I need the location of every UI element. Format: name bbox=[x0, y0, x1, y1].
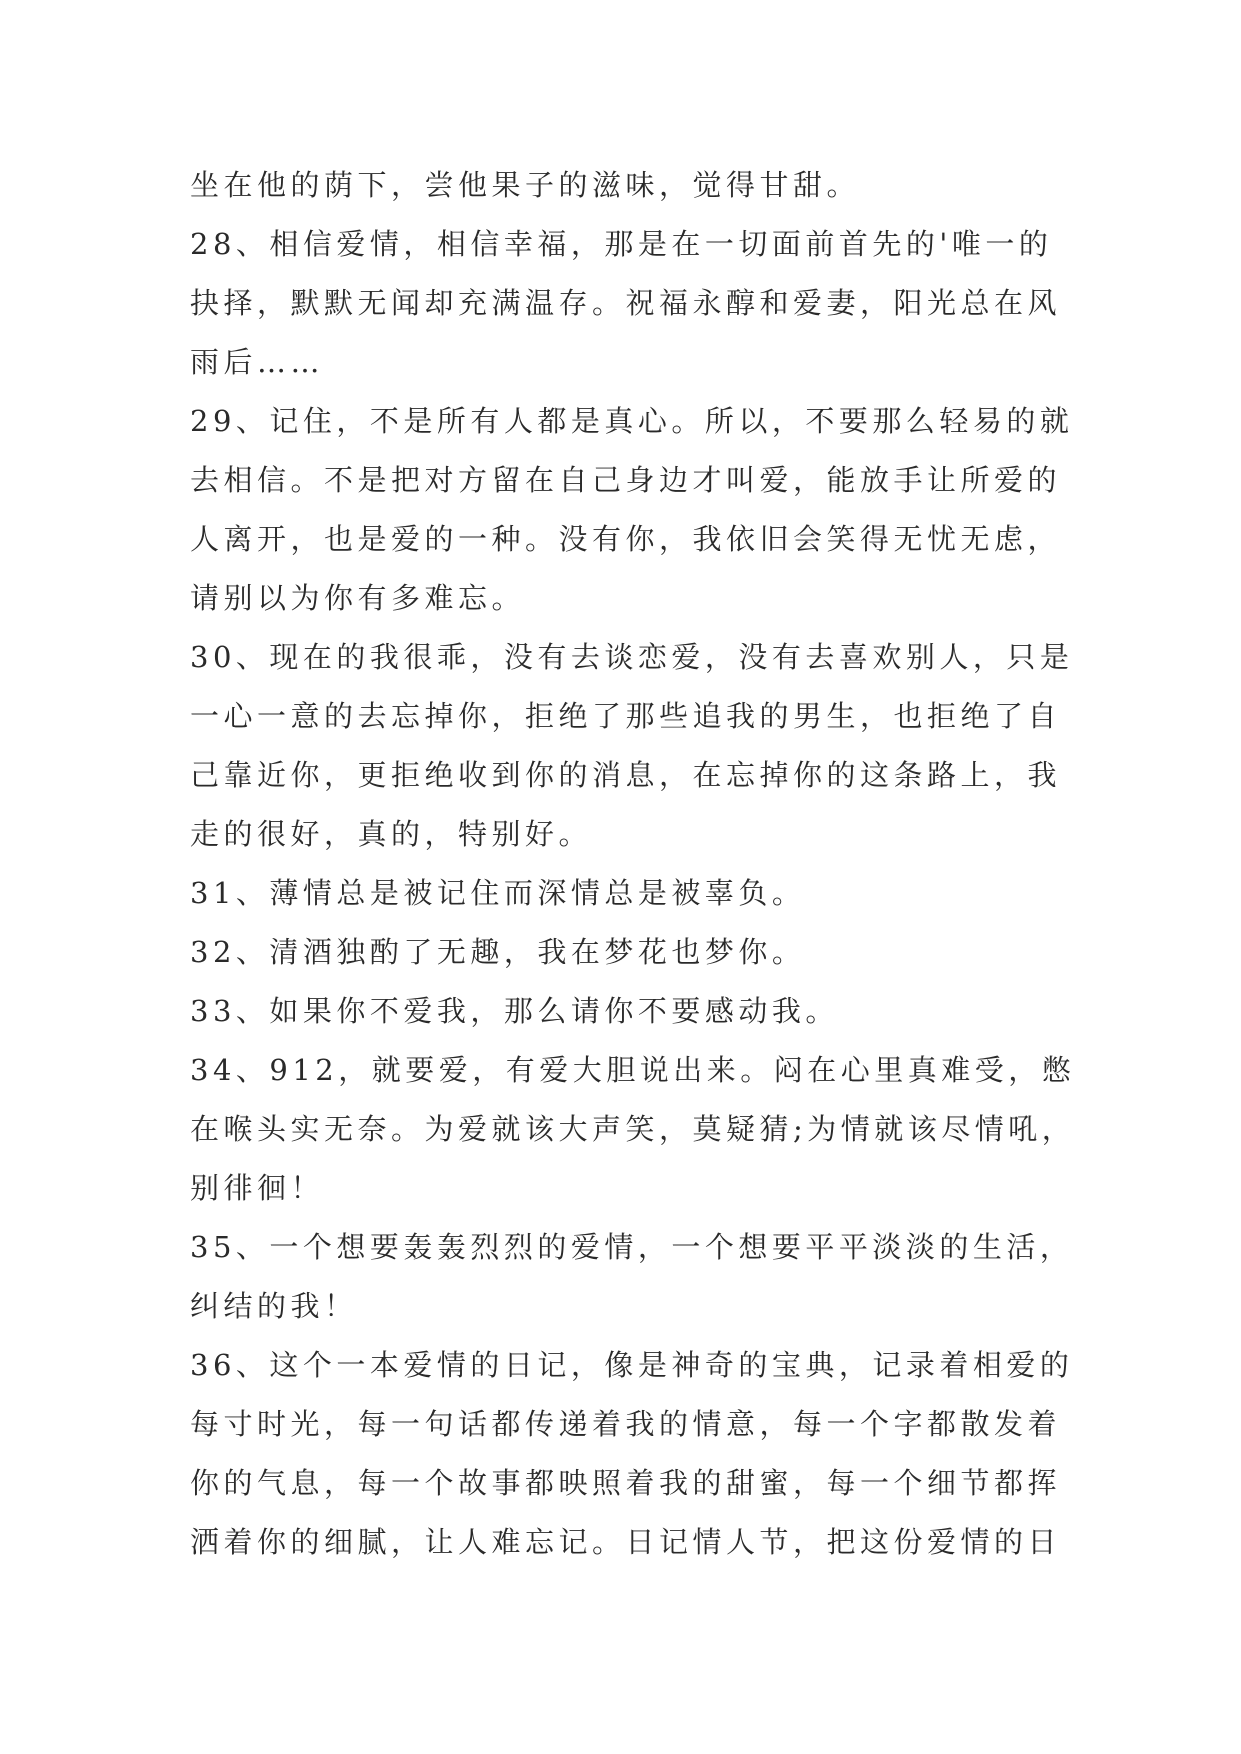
text-line: 人离开，也是爱的一种。没有你，我依旧会笑得无忧无虑， bbox=[190, 522, 1062, 556]
text-line: 35、一个想要轰轰烈烈的爱情，一个想要平平淡淡的生活， bbox=[190, 1230, 1074, 1264]
text-line: 32、清酒独酌了无趣，我在梦花也梦你。 bbox=[190, 935, 806, 969]
text-line: 33、如果你不爱我，那么请你不要感动我。 bbox=[190, 994, 839, 1028]
text-line: 纠结的我！ bbox=[190, 1289, 358, 1323]
text-line: 28、相信爱情，相信幸福，那是在一切面前首先的'唯一的 bbox=[190, 227, 1053, 261]
text-line: 每寸时光，每一句话都传递着我的情意，每一个字都散发着 bbox=[190, 1407, 1062, 1441]
text-line: 抉择，默默无闻却充满温存。祝福永醇和爱妻，阳光总在风 bbox=[190, 286, 1062, 320]
text-line: 去相信。不是把对方留在自己身边才叫爱，能放手让所爱的 bbox=[190, 463, 1062, 497]
body-text bbox=[190, 156, 1076, 1572]
text-line: 洒着你的细腻，让人难忘记。日记情人节，把这份爱情的日 bbox=[190, 1525, 1062, 1559]
text-line: 在喉头实无奈。为爱就该大声笑，莫疑猜;为情就该尽情吼， bbox=[190, 1112, 1076, 1146]
text-line: 34、912，就要爱，有爱大胆说出来。闷在心里真难受，憋 bbox=[190, 1053, 1076, 1087]
text-line: 36、这个一本爱情的日记，像是神奇的宝典，记录着相爱的 bbox=[190, 1348, 1074, 1382]
text-line: 请别以为你有多难忘。 bbox=[190, 581, 526, 615]
text-line: 雨后…… bbox=[190, 345, 325, 379]
text-line: 31、薄情总是被记住而深情总是被辜负。 bbox=[190, 876, 806, 910]
text-line: 走的很好，真的，特别好。 bbox=[190, 817, 593, 851]
text-line: 29、记住，不是所有人都是真心。所以，不要那么轻易的就 bbox=[190, 404, 1074, 438]
text-line: 你的气息，每一个故事都映照着我的甜蜜，每一个细节都挥 bbox=[190, 1466, 1062, 1500]
text-line: 别徘徊！ bbox=[190, 1171, 325, 1205]
text-line: 坐在他的荫下，尝他果子的滋味，觉得甘甜。 bbox=[190, 168, 861, 202]
text-line: 己靠近你，更拒绝收到你的消息，在忘掉你的这条路上，我 bbox=[190, 758, 1062, 792]
text-line: 一心一意的去忘掉你，拒绝了那些追我的男生，也拒绝了自 bbox=[190, 699, 1062, 733]
text-line: 30、现在的我很乖，没有去谈恋爱，没有去喜欢别人，只是 bbox=[190, 640, 1074, 674]
